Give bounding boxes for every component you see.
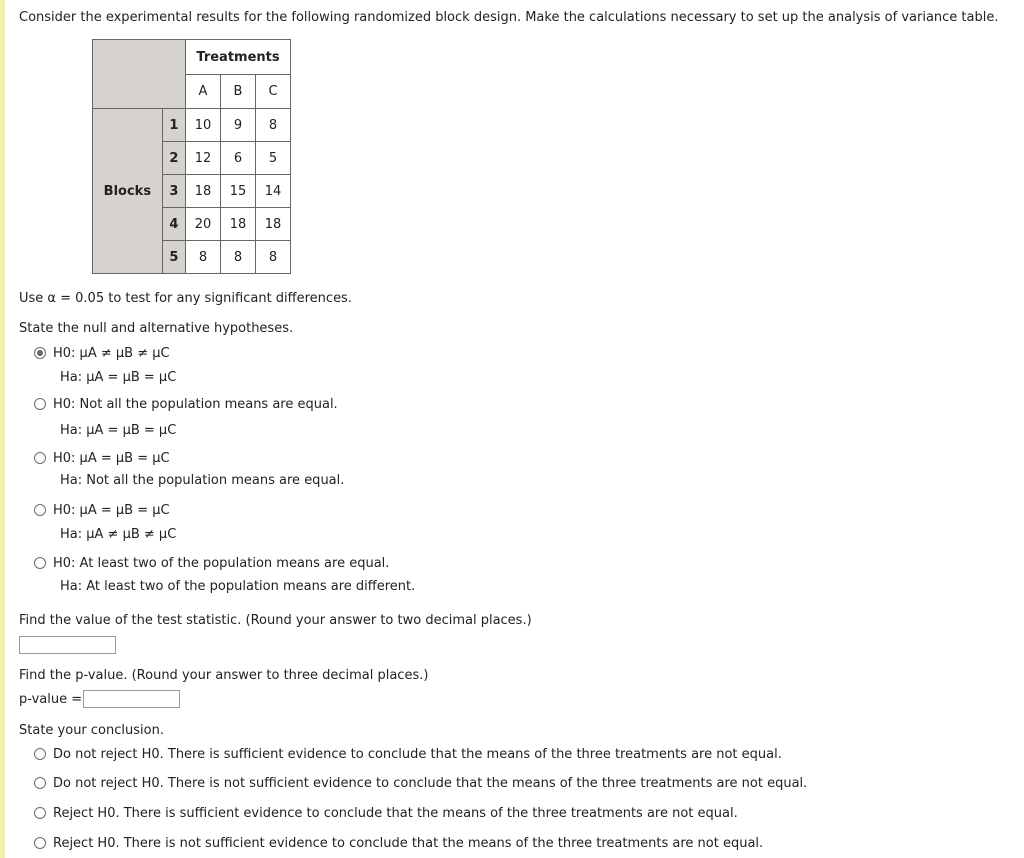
conclusion-option-1-radio[interactable] <box>34 748 46 760</box>
table-cell: 8 <box>256 109 291 142</box>
p-value-input[interactable] <box>83 690 180 708</box>
conclusion-prompt: State your conclusion. <box>19 723 164 738</box>
hypothesis-option-2-h0: H0: Not all the population means are equal. <box>53 397 338 412</box>
block-label: 5 <box>162 241 185 274</box>
blocks-label: Blocks <box>93 109 163 274</box>
table-corner <box>93 40 186 109</box>
data-table <box>92 39 291 274</box>
col-header-a: A <box>186 75 221 109</box>
problem-intro: Consider the experimental results for the following randomized block design. Make the calculations necessary to set up the analysis of variance table. <box>19 10 999 25</box>
table-cell: 5 <box>256 142 291 175</box>
hypothesis-option-3-h0: H0: μA = μB = μC <box>53 451 170 466</box>
table-cell: 8 <box>186 241 221 274</box>
hypothesis-option-4-radio[interactable] <box>34 504 46 516</box>
table-cell: 8 <box>256 241 291 274</box>
table-cell: 6 <box>221 142 256 175</box>
conclusion-option-4-radio[interactable] <box>34 837 46 849</box>
hypothesis-option-1-h0: H0: μA ≠ μB ≠ μC <box>53 346 170 361</box>
col-header-b: B <box>221 75 256 109</box>
p-value-prompt: Find the p-value. (Round your answer to three decimal places.) <box>19 668 429 683</box>
hypothesis-option-2-radio[interactable] <box>34 398 46 410</box>
test-statistic-prompt: Find the value of the test statistic. (Round your answer to two decimal places.) <box>19 613 532 628</box>
conclusion-option-2-radio[interactable] <box>34 777 46 789</box>
hypothesis-option-2-ha: Ha: μA = μB = μC <box>60 423 177 438</box>
hypothesis-option-3-ha: Ha: Not all the population means are equal. <box>60 473 345 488</box>
col-header-c: C <box>256 75 291 109</box>
table-cell: 12 <box>186 142 221 175</box>
table-cell: 18 <box>221 208 256 241</box>
table-cell: 18 <box>256 208 291 241</box>
conclusion-option-2-label: Do not reject H0. There is not sufficient evidence to conclude that the means of the three treatments are not equal. <box>53 776 808 791</box>
hypothesis-option-1-radio[interactable] <box>34 347 46 359</box>
block-label: 1 <box>162 109 185 142</box>
conclusion-option-3-radio[interactable] <box>34 807 46 819</box>
table-cell: 8 <box>221 241 256 274</box>
hypothesis-option-1-ha: Ha: μA = μB = μC <box>60 370 177 385</box>
hypothesis-option-5-ha: Ha: At least two of the population means are different. <box>60 579 416 594</box>
table-cell: 14 <box>256 175 291 208</box>
alpha-text: Use α = 0.05 to test for any significant differences. <box>19 291 352 306</box>
table-cell: 10 <box>186 109 221 142</box>
left-accent-bar <box>0 0 5 858</box>
conclusion-option-4-label: Reject H0. There is not sufficient evidence to conclude that the means of the three treatments are not equal. <box>53 836 764 851</box>
hypothesis-option-5-radio[interactable] <box>34 557 46 569</box>
table-cell: 9 <box>221 109 256 142</box>
table-cell: 20 <box>186 208 221 241</box>
block-label: 2 <box>162 142 185 175</box>
test-statistic-input[interactable] <box>19 636 116 654</box>
hypothesis-option-4-ha: Ha: μA ≠ μB ≠ μC <box>60 527 177 542</box>
hypothesis-option-5-h0: H0: At least two of the population means are equal. <box>53 556 390 571</box>
conclusion-option-3-label: Reject H0. There is sufficient evidence to conclude that the means of the three treatments are not equal. <box>53 806 738 821</box>
hypotheses-prompt: State the null and alternative hypotheses. <box>19 321 294 336</box>
table-cell: 15 <box>221 175 256 208</box>
block-label: 4 <box>162 208 185 241</box>
block-label: 3 <box>162 175 185 208</box>
p-value-label: p-value = <box>19 692 83 707</box>
hypothesis-option-4-h0: H0: μA = μB = μC <box>53 503 170 518</box>
conclusion-option-1-label: Do not reject H0. There is sufficient evidence to conclude that the means of the three treatments are not equal. <box>53 747 782 762</box>
treatments-header: Treatments <box>186 40 291 75</box>
hypothesis-option-3-radio[interactable] <box>34 452 46 464</box>
table-cell: 18 <box>186 175 221 208</box>
